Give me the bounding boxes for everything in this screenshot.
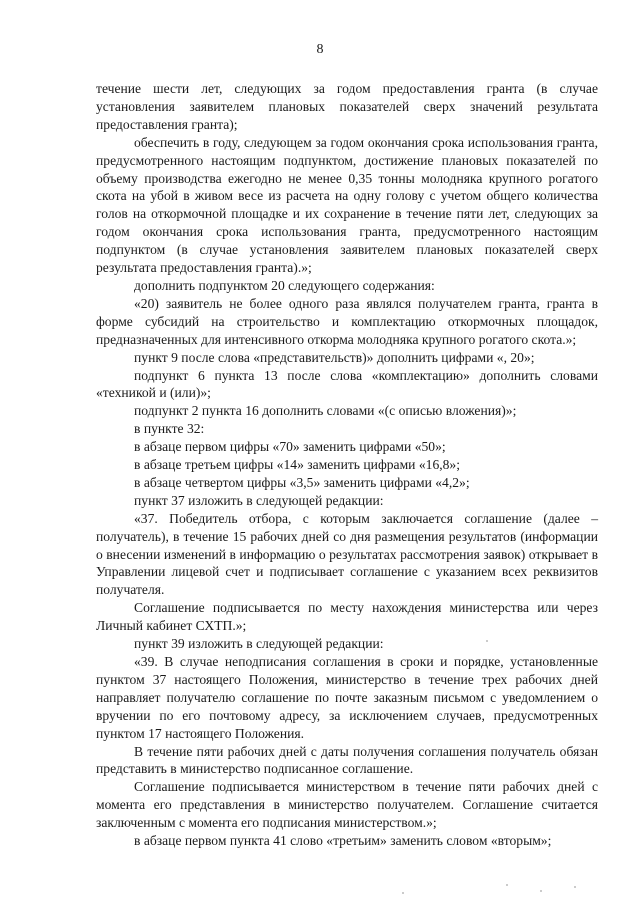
scan-speck [506,884,508,886]
paragraph: в абзаце четвертом цифры «3,5» заменить цифрами «4,2»; [134,474,470,490]
paragraph: «39. В случае неподписания соглашения в сроки и порядке, установленные пунктом 37 настоящего Положения, министерство в течение трех рабочих дней направляет получателю соглашение по почте заказным письмом с уведомлением о вручении по его почтовому адресу, за исключением случаев, предусмотренных пунктом 17 настоящего Положения. [96,654,598,741]
paragraph: В течение пяти рабочих дней с даты получения соглашения получатель обязан представить в министерство подписанное соглашение. [96,743,598,777]
paragraph: в пункте 32: [134,421,205,437]
paragraph: течение шести лет, следующих за годом предоставления гранта (в случае установления заявителем плановых показателей сверх значений результата предоставления гранта); [96,81,598,132]
scan-speck [540,890,542,892]
paragraph: пункт 37 изложить в следующей редакции: [134,492,384,508]
paragraph: Соглашение подписывается министерством в течение пяти рабочих дней с момента его представления в министерство получателем. Соглашение считается заключенным с момента его подписания министерством.»; [96,779,598,831]
scan-speck [574,886,576,888]
paragraph: подпункт 6 пункта 13 после слова «комплектацию» дополнить словами «техникой и (или)»; [96,367,598,401]
paragraph: подпункт 2 пункта 16 дополнить словами «(с описью вложения)»; [134,403,517,419]
paragraph: в абзаце третьем цифры «14» заменить цифрами «16,8»; [134,457,461,473]
scan-speck [402,892,404,894]
paragraph: в абзаце первом цифры «70» заменить цифрами «50»; [134,439,446,455]
scan-speck [486,640,488,642]
paragraph: дополнить подпунктом 20 следующего содержания: [134,277,435,293]
page-number: 8 [316,42,324,57]
paragraph: «20) заявитель не более одного раза являлся получателем гранта, гранта в форме субсидий на строительство и комплектацию откормочных площадок, предназначенных для интенсивного откорма молодняка крупного рогатого скота.»; [96,295,598,347]
document-body [96,80,598,850]
paragraph: «37. Победитель отбора, с которым заключается соглашение (далее – получатель), в течение 15 рабочих дней со дня размещения результатов (информации о внесении изменений в информацию о результатах рассмотрения заявок) открывает в Управлении лицевой счет и подписывает соглашение с указанием всех реквизитов получателя. [96,510,598,598]
paragraph: пункт 9 после слова «представительств)» дополнить цифрами «, 20»; [134,349,535,365]
paragraph: в абзаце первом пункта 41 слово «третьим» заменить словом «вторым»; [134,833,552,849]
paragraph: обеспечить в году, следующем за годом окончания срока использования гранта, предусмотренного настоящим подпунктом, достижение плановых показателей по объему производства ежегодно не менее 0,35 тонны молодняка крупного рогатого скота на убой в живом весе из расчета на одну голову с учетом общего количества голов на откормочной площадке и их сохранение в течение пяти лет, следующих за годом окончания срока использования гранта, предусмотренного настоящим подпунктом (в случае установления заявителем плановых показателей сверх результата предоставления гранта).»; [96,134,598,276]
paragraph: Соглашение подписывается по месту нахождения министерства или через Личный кабинет СХТП.»; [96,600,598,634]
paragraph: пункт 39 изложить в следующей редакции: [134,636,384,652]
